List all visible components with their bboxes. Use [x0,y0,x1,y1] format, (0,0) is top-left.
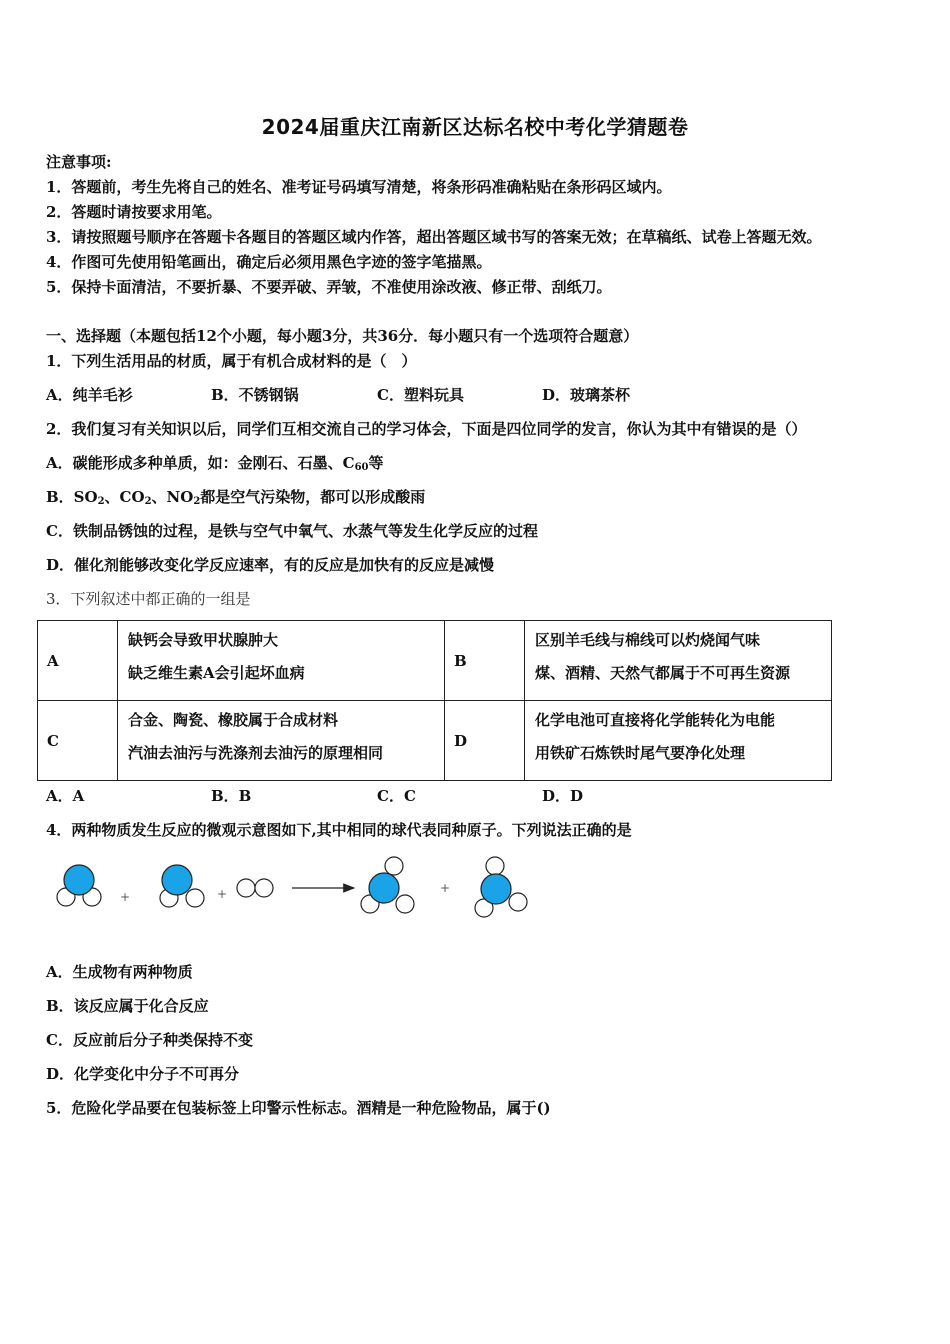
question-4-option-d: D．化学变化中分子不可再分 [46,1065,240,1083]
question-2-stem: 2．我们复习有关知识以后，同学们互相交流自己的学习体会，下面是四位同学的发言，你认为其中有错误的是（） [46,420,807,438]
table-key: A [38,621,118,701]
question-2-option-c: C．铁制品锈蚀的过程，是铁与空气中氧气、水蒸气等发生化学反应的过程 [46,522,538,540]
question-4-option-a: A．生成物有两种物质 [46,963,193,981]
molecule-product-2 [475,857,527,917]
cell-line: 用铁矿石炼铁时尾气要净化处理 [535,744,746,762]
question-2-option-b: B．$SO_2$、$CO_2$、$NO_2$都是空气污染物，都可以形成酸雨 [46,488,426,507]
cell-line: 合金、陶瓷、橡胶属于合成材料 [128,711,339,729]
question-5-stem: 5．危险化学品要在包装标签上印警示性标志。酒精是一种危险物品，属于() [46,1099,551,1117]
molecule-product-1 [361,857,414,913]
option-c: C．C [377,787,416,805]
molecule-reactant-3 [237,879,273,897]
cell-line: 化学电池可直接将化学能转化为电能 [535,711,776,729]
plus-sign: + [217,887,228,901]
notice-item: 1．答题前，考生先将自己的姓名、准考证号码填写清楚，将条形码准确粘贴在条形码区域内。 [46,178,672,196]
option-c: C．塑料玩具 [377,386,464,404]
cell-line: 煤、酒精、天然气都属于不可再生资源 [535,664,791,682]
notice-heading: 注意事项: [46,153,112,171]
cell-line: 缺钙会导致甲状腺肿大 [128,631,279,649]
question-2-option-d: D．催化剂能够改变化学反应速率，有的反应是加快有的反应是减慢 [46,556,495,574]
notice-item: 2．答题时请按要求用笔。 [46,203,222,221]
question-4-option-c: C．反应前后分子种类保持不变 [46,1031,253,1049]
notice-item: 4．作图可先使用铅笔画出，确定后必须用黑色字迹的签字笔描黑。 [46,253,492,271]
table-cell [118,621,445,701]
table-row [38,701,832,781]
plus-sign: + [120,890,131,904]
table-key: C [38,701,118,781]
notice-item: 3．请按照题号顺序在答题卡各题目的答题区域内作答，超出答题区域书写的答案无效；在草稿纸、试卷上答题无效。 [46,228,822,246]
table-cell [525,701,832,781]
table-cell [118,701,445,781]
question-3-table [37,620,832,781]
option-b: B．不锈钢锅 [211,386,299,404]
question-4-option-b: B．该反应属于化合反应 [46,997,209,1015]
notice-item: 5．保持卡面清洁，不要折暴、不要弄破、弄皱，不准使用涂改液、修正带、刮纸刀。 [46,278,612,296]
molecule-reactant-2 [160,865,204,907]
question-1-stem: 1．下列生活用品的材质，属于有机合成材料的是（ ） [46,352,417,370]
cell-line: 汽油去油污与洗涤剂去油污的原理相同 [128,744,384,762]
option-b: B．B [211,787,252,805]
section-heading: 一、选择题（本题包括12个小题，每小题3分，共36分．每小题只有一个选项符合题意） [46,327,639,345]
plus-sign: + [440,881,451,895]
cell-line: 缺乏维生素A会引起坏血病 [128,664,305,682]
option-d: D．玻璃茶杯 [542,386,631,404]
option-d: D．D [542,787,584,805]
question-4-stem: 4．两种物质发生反应的微观示意图如下,其中相同的球代表同种原子。下列说法正确的是 [46,821,632,839]
question-3-stem: 3．下列叙述中都正确的一组是 [46,590,251,608]
reaction-diagram [50,852,550,927]
table-key: D [445,701,525,781]
option-a: A．纯羊毛衫 [46,386,133,404]
page-title: 2024届重庆江南新区达标名校中考化学猜题卷 [261,115,689,139]
table-cell [525,621,832,701]
molecule-reactant-1 [57,865,101,906]
question-2-option-a: A．碳能形成多种单质，如：金刚石、石墨、$C_{60}$等 [46,454,384,473]
table-key: B [445,621,525,701]
option-a: A．A [46,787,85,805]
cell-line: 区别羊毛线与棉线可以灼烧闻气味 [535,631,761,649]
table-row [38,621,832,701]
